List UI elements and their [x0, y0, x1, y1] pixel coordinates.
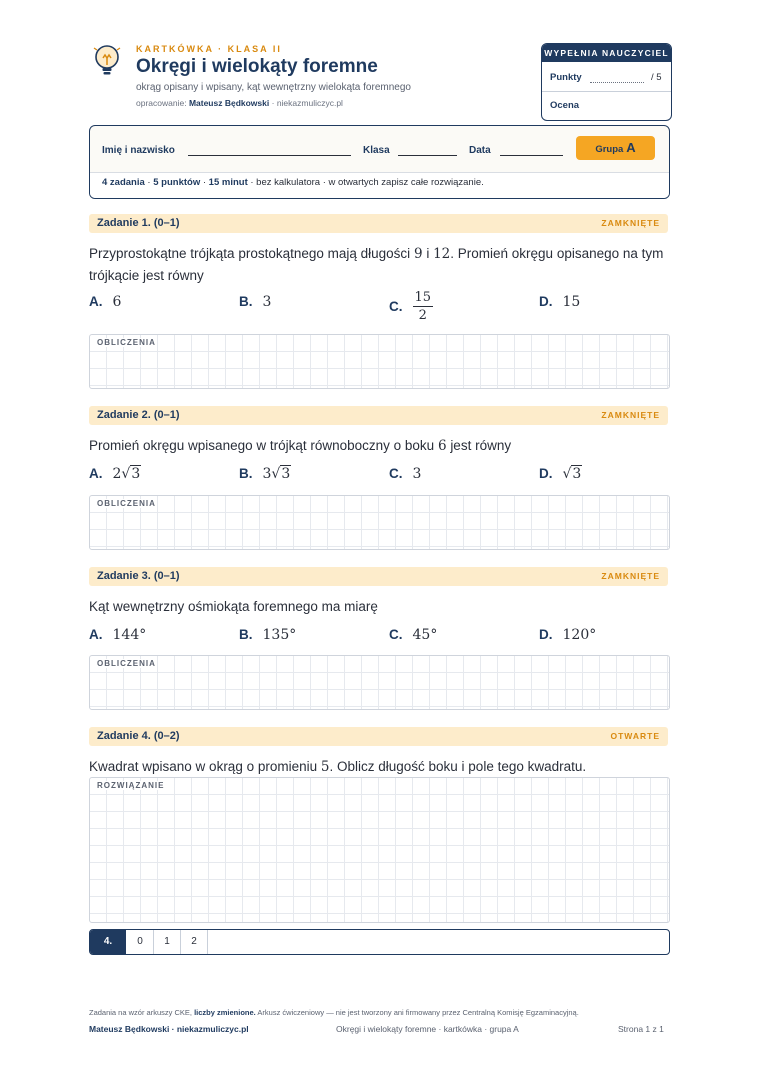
- task-1-option-a[interactable]: [89, 294, 121, 310]
- author-prefix: opracowanie:: [136, 98, 187, 108]
- task-1-title: Zadanie 1. (0–1): [97, 217, 180, 229]
- option-letter: D.: [539, 627, 553, 642]
- work-area-label: OBLICZENIA: [97, 338, 156, 347]
- grade-row: [550, 100, 663, 121]
- footer-page-number: Strona 1 z 1: [618, 1024, 664, 1034]
- lightbulb-icon: [92, 44, 122, 78]
- class-label: Klasa: [363, 145, 390, 156]
- author-name: Mateusz Będkowski: [188, 98, 270, 108]
- option-letter: A.: [89, 294, 103, 309]
- option-letter: D.: [539, 466, 553, 481]
- work-area-label: OBLICZENIA: [97, 659, 156, 668]
- task-1-option-b[interactable]: [239, 294, 271, 310]
- score-row: [89, 929, 670, 955]
- option-radicand: 3: [131, 466, 141, 482]
- points-field[interactable]: [590, 82, 644, 83]
- option-value: 45°: [412, 627, 438, 643]
- score-cell-2[interactable]: 2: [181, 930, 208, 954]
- task-2-text-b: jest równy: [450, 438, 512, 453]
- option-letter: C.: [389, 466, 403, 481]
- task-1-number: 9: [413, 246, 423, 262]
- task-1-header: [89, 214, 668, 233]
- task-2-header: [89, 406, 668, 425]
- work-area-label: OBLICZENIA: [97, 499, 156, 508]
- page-title: Okręgi i wielokąty foremne: [136, 56, 378, 77]
- name-field[interactable]: [188, 155, 351, 156]
- task-2-option-d[interactable]: D. √3: [539, 466, 582, 482]
- task-3-header: [89, 567, 668, 586]
- task-1-question: [89, 243, 669, 286]
- task-4-text-a: Kwadrat wpisano w okrąg o promieniu: [89, 759, 318, 774]
- author-site: · niekazmuliczyc.pl: [271, 98, 343, 108]
- task-4-text-b: . Oblicz długość boku i pole tego kwadratu.: [329, 759, 587, 774]
- student-info-box: [89, 125, 670, 199]
- task-2-option-a[interactable]: A. 2√3: [89, 466, 141, 482]
- option-value: 135°: [262, 627, 297, 643]
- points-label: Punkty: [550, 72, 582, 83]
- task-3-question: [89, 596, 669, 617]
- footer-author: Mateusz Będkowski · niekazmuliczyc.pl: [89, 1024, 249, 1034]
- task-3-type: ZAMKNIĘTE: [601, 571, 660, 581]
- task-1-option-c[interactable]: [389, 290, 433, 323]
- solution-area-label: ROZWIĄZANIE: [97, 781, 165, 790]
- task-1-type: ZAMKNIĘTE: [601, 218, 660, 228]
- task-2-work-area[interactable]: [89, 495, 670, 550]
- fraction-denominator: 2: [418, 308, 427, 323]
- info-time: 15 minut: [208, 177, 248, 188]
- option-letter: C.: [389, 299, 403, 314]
- name-label: Imię i nazwisko: [102, 145, 175, 156]
- task-2-option-b[interactable]: B. 3√3: [239, 466, 291, 482]
- task-2-title: Zadanie 2. (0–1): [97, 409, 180, 421]
- option-value: 144°: [112, 627, 147, 643]
- task-4-title: Zadanie 4. (0–2): [97, 730, 180, 742]
- footer-note-b: Arkusz ćwiczeniowy — nie jest tworzony ani firmowany przez Centralną Komisję Egzaminacyjną.: [257, 1008, 579, 1017]
- task-2-type: ZAMKNIĘTE: [601, 410, 660, 420]
- option-letter: B.: [239, 294, 253, 309]
- grade-label: Ocena: [550, 100, 580, 111]
- task-3-title: Zadanie 3. (0–1): [97, 570, 180, 582]
- teacher-box-title: WYPEŁNIA NAUCZYCIEL: [542, 44, 671, 62]
- score-cell-1[interactable]: 1: [154, 930, 181, 954]
- date-field[interactable]: [500, 155, 563, 156]
- task-3-option-d[interactable]: [539, 627, 596, 643]
- teacher-box-divider: [542, 91, 671, 92]
- task-4-question: [89, 756, 669, 778]
- task-4-header: [89, 727, 668, 746]
- class-field[interactable]: [398, 155, 457, 156]
- date-label: Data: [469, 145, 491, 156]
- option-coefficient: 3: [262, 466, 272, 482]
- footer-note-a: Zadania na wzór arkuszy CKE,: [89, 1008, 192, 1017]
- task-1-work-area[interactable]: [89, 334, 670, 389]
- option-value: 6: [112, 294, 122, 310]
- task-1-text-b: i: [426, 246, 430, 261]
- option-value: 120°: [562, 627, 597, 643]
- info-points: 5 punktów: [153, 177, 201, 188]
- task-3-text-a: Kąt wewnętrzny ośmiokąta foremnego ma miarę: [89, 599, 378, 614]
- group-label: Grupa: [595, 144, 624, 155]
- footer-note: [89, 1008, 579, 1017]
- group-value: A: [626, 140, 636, 155]
- info-tasks: 4 zadania: [102, 177, 145, 188]
- task-1-text-c: . Promień okręgu opisanego na tym trójkącie jest równy: [89, 246, 664, 283]
- option-fraction: [413, 290, 434, 323]
- footer-doc-title: Okręgi i wielokąty foremne · kartkówka · grupa A: [336, 1024, 519, 1034]
- worksheet-kicker: KARTKÓWKA · KLASA II: [136, 44, 282, 54]
- task-1-text-a: Przyprostokątne trójkąta prostokątnego mają długości: [89, 246, 411, 261]
- task-1-option-d[interactable]: [539, 294, 580, 310]
- task-3-option-c[interactable]: [389, 627, 437, 643]
- page-subtitle: okrąg opisany i wpisany, kąt wewnętrzny wielokąta foremnego: [136, 82, 411, 93]
- group-badge: [576, 136, 655, 160]
- option-value: 3: [262, 294, 272, 310]
- task-2-text-a: Promień okręgu wpisanego w trójkąt równoboczny o boku: [89, 438, 435, 453]
- task-2-question: [89, 435, 669, 457]
- option-value: 3: [412, 466, 422, 482]
- option-radicand: 3: [572, 466, 582, 482]
- footer-note-bold: liczby zmienione.: [194, 1008, 256, 1017]
- task-4-solution-area[interactable]: [89, 777, 670, 923]
- author-line: [136, 98, 343, 108]
- test-info-line: [102, 177, 484, 188]
- info-rest: · bez kalkulatora · w otwartych zapisz całe rozwiązanie.: [250, 177, 484, 188]
- option-letter: B.: [239, 466, 253, 481]
- option-letter: B.: [239, 627, 253, 642]
- option-letter: A.: [89, 627, 103, 642]
- task-3-option-a[interactable]: [89, 627, 146, 643]
- task-4-type: OTWARTE: [610, 731, 660, 741]
- teacher-box: [541, 43, 672, 121]
- info-sep: ·: [202, 177, 207, 188]
- option-radicand: 3: [281, 466, 291, 482]
- fraction-numerator: 15: [414, 290, 432, 305]
- option-value: 15: [562, 294, 581, 310]
- task-4-number: 5: [320, 759, 330, 775]
- points-row: [550, 72, 663, 83]
- score-cell-0[interactable]: 0: [127, 930, 154, 954]
- option-coefficient: 2: [112, 466, 122, 482]
- task-1-number: 12: [433, 246, 451, 262]
- score-task-number: 4.: [90, 930, 126, 954]
- option-letter: C.: [389, 627, 403, 642]
- task-3-work-area[interactable]: [89, 655, 670, 710]
- task-2-option-c[interactable]: [389, 466, 421, 482]
- task-3-option-b[interactable]: [239, 627, 296, 643]
- option-letter: D.: [539, 294, 553, 309]
- info-sep: ·: [147, 177, 151, 188]
- task-2-number: 6: [437, 438, 447, 454]
- option-letter: A.: [89, 466, 103, 481]
- points-max: / 5: [650, 72, 662, 83]
